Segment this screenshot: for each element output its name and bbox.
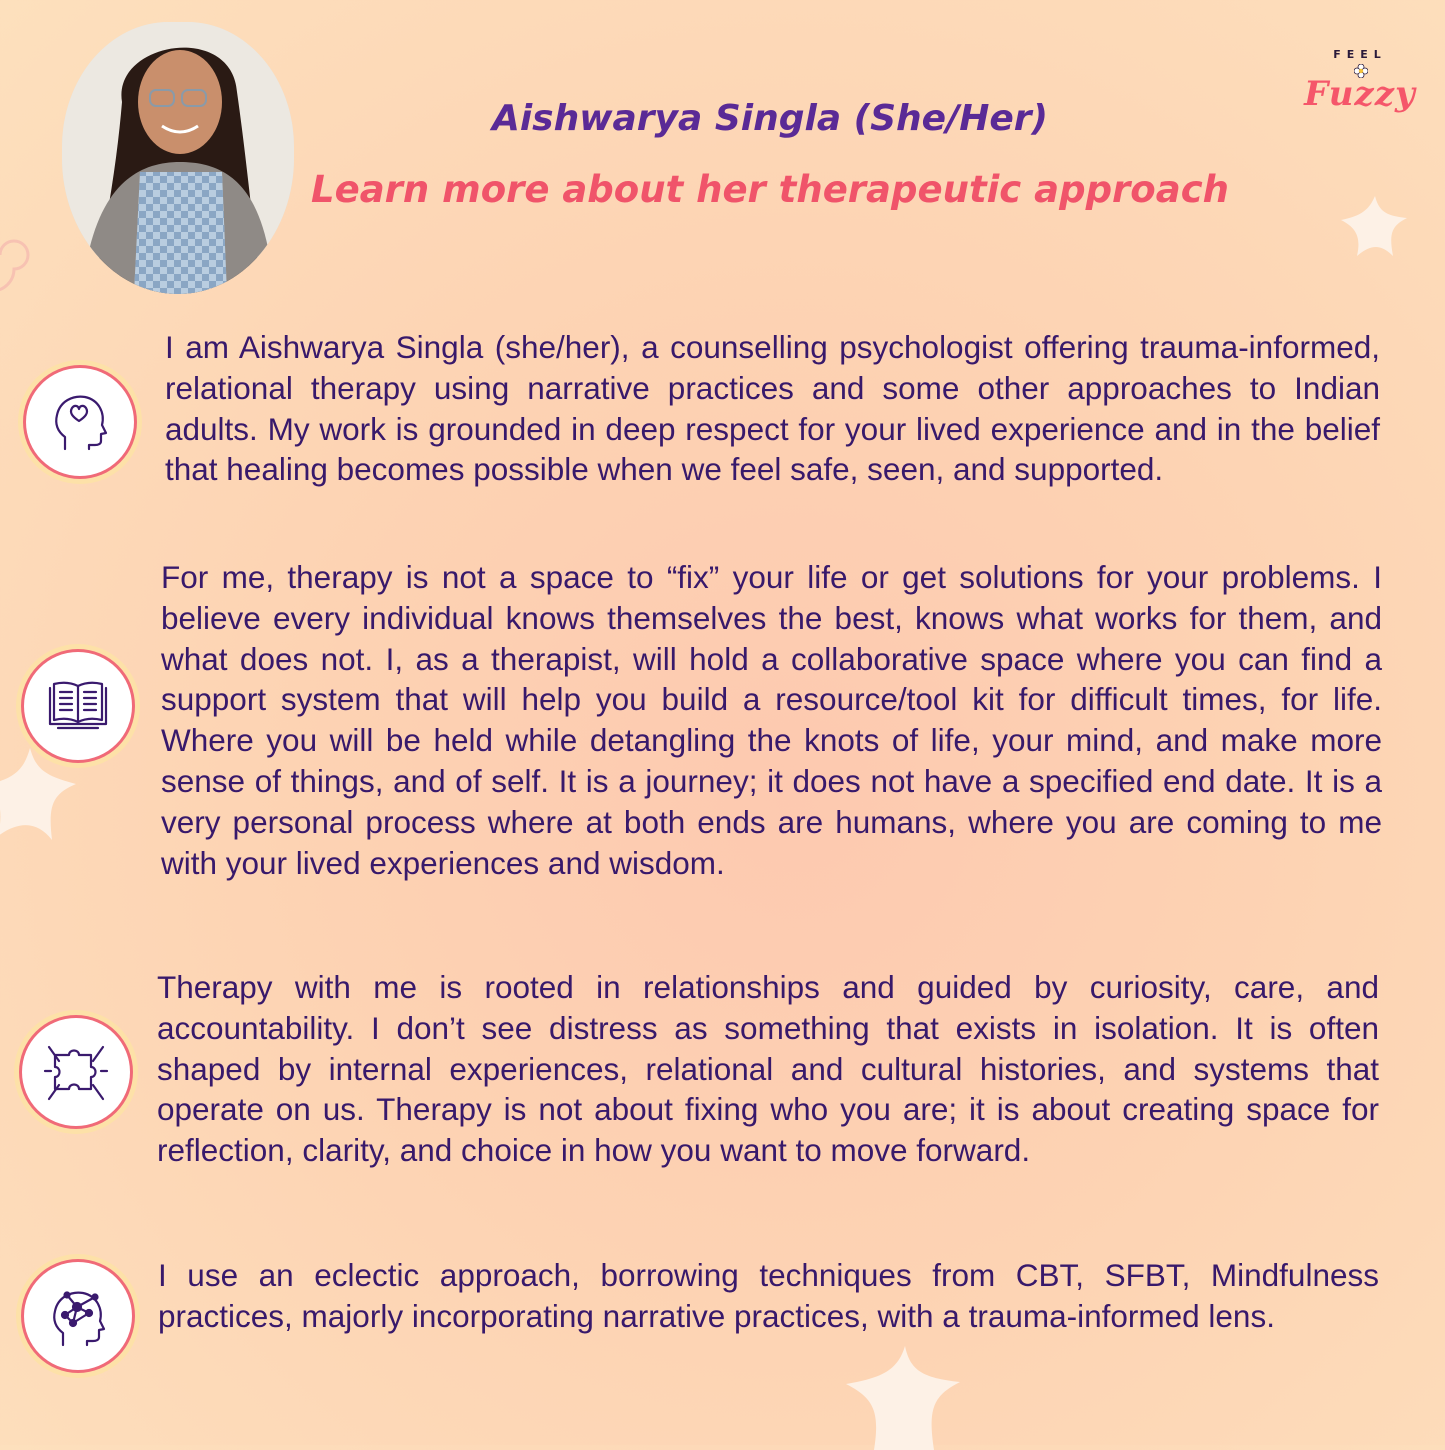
section-icon-badge: [24, 1262, 132, 1370]
section-icon-badge: [22, 1018, 130, 1126]
section-paragraph-4: I use an eclectic approach, borrowing techniques from CBT, SFBT, Mindfulness practices, majorly incorporating narrative practices, with a trauma-informed lens.: [158, 1257, 1379, 1334]
star-decoration: [830, 1340, 980, 1450]
swirl-decoration: [0, 215, 60, 295]
section-paragraph-2: For me, therapy is not a space to “fix” your life or get solutions for your problems. I believe every individual knows themselves the best, knows what works for them, and what does not. I, as a therapist, will hold a collaborative space where you can find a support system that will help you build a resource/tool kit for difficult times, for life. Where you will be held while detangling the knots of life, your mind, and make more sense of things, and of self. It is a journey; it does not have a specified end date. It is a very personal process where at both ends are humans, where you are coming to me with your lived experiences and wisdom.: [161, 559, 1382, 881]
page-subtitle: Learn more about her therapeutic approach: [311, 168, 1229, 211]
head-network-icon: [43, 1281, 113, 1351]
open-book-icon: [44, 678, 112, 734]
portrait-illustration: [62, 22, 294, 294]
feel-fuzzy-logo: [1300, 48, 1420, 123]
puzzle-hands-icon: [41, 1037, 111, 1107]
star-decoration: [1335, 192, 1415, 262]
section-paragraph-3: Therapy with me is rooted in relationships and guided by curiosity, care, and accountability. I don’t see distress as something that exists in isolation. It is often shaped by internal experiences, relational and cultural histories, and systems that operate on us. Therapy is not about fixing who you are; it is about creating space for reflection, clarity, and choice in how you want to move forward.: [157, 969, 1379, 1169]
section-icon-badge: [26, 368, 134, 476]
page-title: Aishwarya Singla (She/Her): [491, 98, 1048, 139]
logo-main-text: Fuzzy: [1304, 74, 1416, 114]
head-heart-icon: [45, 387, 115, 457]
section-paragraph-1: I am Aishwarya Singla (she/her), a counselling psychologist offering trauma-informed, relational therapy using narrative practices and some other approaches to Indian adults. My work is grounded in deep respect for your lived experience and in the belief that healing becomes possible when we feel safe, seen, and supported.: [165, 329, 1380, 488]
profile-photo: [62, 22, 294, 294]
section-icon-badge: [24, 652, 132, 760]
logo-top-text: FEEL: [1333, 48, 1387, 61]
